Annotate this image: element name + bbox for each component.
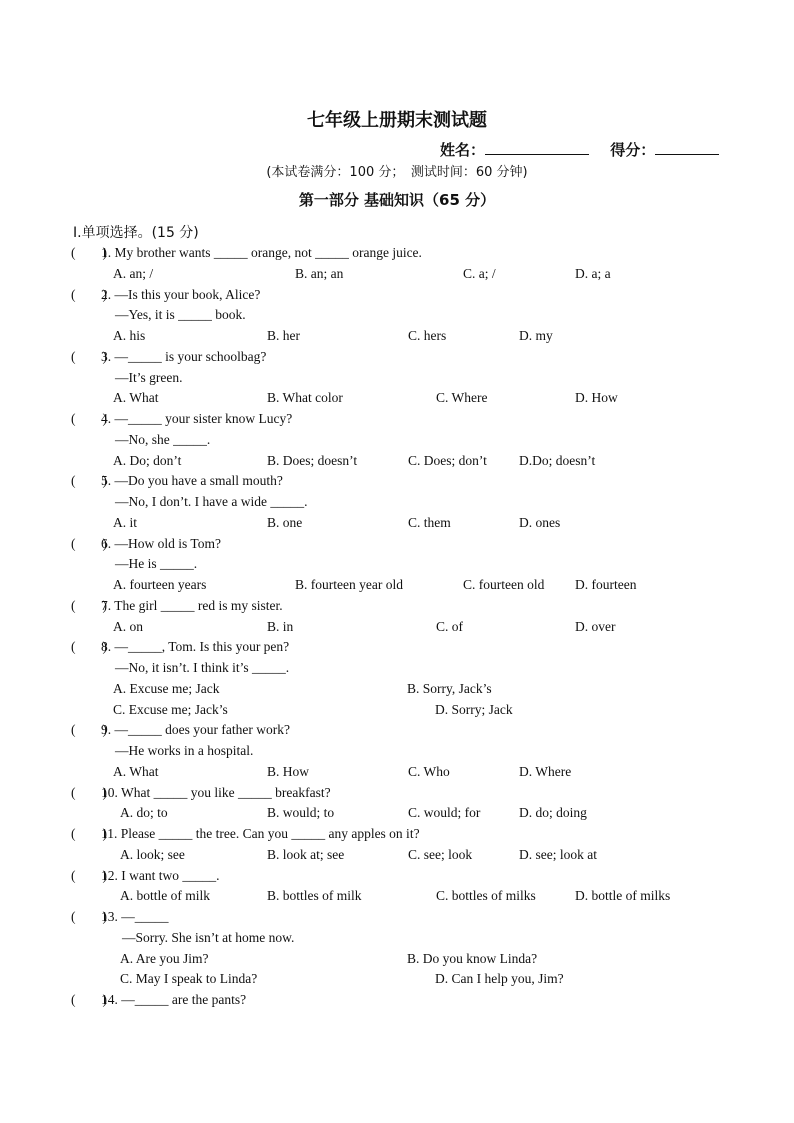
question-row bbox=[0, 720, 794, 741]
question-text: 6. —How old is Tom? bbox=[101, 535, 221, 551]
options-row bbox=[0, 264, 794, 285]
option-choice[interactable]: C. fourteen old bbox=[463, 577, 545, 592]
answer-paren[interactable]: ( ) bbox=[71, 411, 107, 426]
response-line bbox=[0, 492, 794, 513]
options-row bbox=[0, 845, 794, 866]
option-choice[interactable]: C. of bbox=[436, 618, 463, 634]
option-choice[interactable]: B. What color bbox=[267, 390, 343, 406]
response-line bbox=[0, 305, 794, 326]
response-line bbox=[0, 741, 794, 762]
question-text: 14. —_____ are the pants? bbox=[101, 992, 247, 1007]
question-text: 12. I want two _____. bbox=[101, 867, 220, 883]
response-text: —No, I don’t. I have a wide _____. bbox=[115, 494, 308, 509]
option-choice[interactable]: D. Can I help you, Jim? bbox=[435, 971, 564, 987]
option-choice[interactable]: A. bottle of milk bbox=[120, 888, 210, 904]
option-choice[interactable]: D. fourteen bbox=[575, 577, 637, 592]
answer-paren[interactable]: ( ) bbox=[71, 722, 107, 738]
option-choice[interactable]: A. look; see bbox=[120, 846, 185, 862]
name-label: 姓名： bbox=[440, 141, 486, 159]
option-choice[interactable]: B. Do you know Linda? bbox=[407, 950, 538, 966]
question-text: 7. The girl _____ red is my sister. bbox=[101, 597, 283, 613]
response-line bbox=[0, 368, 794, 389]
option-choice[interactable]: B. How bbox=[267, 763, 310, 779]
answer-paren[interactable]: ( ) bbox=[71, 245, 107, 260]
section-title: Ⅰ.单项选择。(15 分) bbox=[73, 225, 199, 241]
option-choice[interactable]: A. on bbox=[113, 618, 143, 634]
question-row bbox=[0, 471, 794, 492]
option-choice[interactable]: D. How bbox=[575, 390, 618, 406]
answer-paren[interactable]: ( ) bbox=[71, 286, 107, 302]
option-choice[interactable]: B. an; an bbox=[295, 265, 344, 281]
option-choice[interactable]: C. would; for bbox=[408, 805, 481, 821]
question-row bbox=[0, 907, 794, 928]
option-choice[interactable]: A. it bbox=[113, 514, 138, 530]
question-text: 13. —_____ bbox=[101, 909, 169, 924]
option-choice[interactable]: A. his bbox=[113, 328, 146, 343]
option-choice[interactable]: A. Excuse me; Jack bbox=[113, 680, 220, 696]
exam-note: (本试卷满分：100 分； 测试时间：60 分钟) bbox=[266, 165, 528, 180]
question-text: 9. —_____ does your father work? bbox=[101, 722, 290, 738]
option-choice[interactable]: C. bottles of milks bbox=[436, 888, 536, 904]
option-choice[interactable]: A. Do; don’t bbox=[113, 452, 182, 468]
options-row bbox=[0, 886, 794, 907]
question-row bbox=[0, 990, 794, 1011]
question-text: 5. —Do you have a small mouth? bbox=[101, 473, 283, 489]
option-choice[interactable]: C. Does; don’t bbox=[408, 452, 487, 468]
option-choice[interactable]: C. a; / bbox=[463, 265, 496, 281]
answer-paren[interactable]: ( ) bbox=[71, 348, 107, 364]
response-line bbox=[0, 928, 794, 949]
question-row bbox=[0, 347, 794, 368]
question-text: 10. What _____ you like _____ breakfast? bbox=[101, 784, 331, 800]
part-title: 第一部分 基础知识（65 分） bbox=[298, 191, 496, 209]
response-text: —Sorry. She isn’t at home now. bbox=[122, 929, 295, 945]
response-text: —Yes, it is _____ book. bbox=[115, 307, 246, 323]
options-row bbox=[0, 679, 794, 700]
option-choice[interactable]: C. hers bbox=[408, 328, 447, 343]
option-choice[interactable]: A. fourteen years bbox=[113, 577, 207, 592]
option-choice[interactable]: C. see; look bbox=[408, 846, 473, 862]
question-row bbox=[0, 409, 794, 430]
question-row bbox=[0, 285, 794, 306]
question-row bbox=[0, 824, 794, 845]
response-text: —He works in a hospital. bbox=[115, 743, 254, 758]
options-row bbox=[0, 700, 794, 721]
answer-paren[interactable]: ( ) bbox=[71, 784, 107, 800]
option-choice[interactable]: D. my bbox=[519, 328, 553, 343]
options-row bbox=[0, 513, 794, 534]
answer-paren[interactable]: ( ) bbox=[71, 597, 107, 613]
name-blank[interactable] bbox=[485, 140, 589, 155]
option-choice[interactable]: C. Who bbox=[408, 763, 450, 779]
option-choice[interactable]: B. would; to bbox=[267, 805, 335, 821]
options-row bbox=[0, 451, 794, 472]
option-choice[interactable]: D. ones bbox=[519, 514, 561, 530]
options-row bbox=[0, 617, 794, 638]
question-text: 2. —Is this your book, Alice? bbox=[101, 286, 261, 302]
options-row bbox=[0, 949, 794, 970]
question-text: 3. —_____ is your schoolbag? bbox=[101, 348, 267, 364]
response-line bbox=[0, 430, 794, 451]
option-choice[interactable]: A. Are you Jim? bbox=[120, 950, 209, 966]
question-row bbox=[0, 783, 794, 804]
option-choice[interactable]: B. one bbox=[267, 514, 303, 530]
option-choice[interactable]: C. them bbox=[408, 514, 451, 530]
answer-paren[interactable]: ( ) bbox=[71, 826, 107, 841]
option-choice[interactable]: A. What bbox=[113, 390, 159, 406]
score-blank[interactable] bbox=[655, 140, 719, 155]
options-row bbox=[0, 803, 794, 824]
question-list bbox=[0, 243, 794, 1011]
option-choice[interactable]: B. look at; see bbox=[267, 846, 345, 862]
answer-paren[interactable]: ( ) bbox=[71, 909, 107, 924]
question-row bbox=[0, 866, 794, 887]
option-choice[interactable]: D. a; a bbox=[575, 265, 611, 281]
answer-paren[interactable]: ( ) bbox=[71, 473, 107, 489]
response-text: —He is _____. bbox=[115, 556, 198, 572]
option-choice[interactable]: D. Where bbox=[519, 763, 572, 779]
question-row bbox=[0, 243, 794, 264]
option-choice[interactable]: B. bottles of milk bbox=[267, 888, 362, 904]
score-label: 得分： bbox=[610, 141, 656, 159]
options-row bbox=[0, 575, 794, 596]
option-choice[interactable]: B. Does; doesn’t bbox=[267, 452, 358, 468]
student-info-line bbox=[440, 139, 719, 160]
question-row bbox=[0, 637, 794, 658]
option-choice[interactable]: D.Do; doesn’t bbox=[519, 452, 596, 468]
response-line bbox=[0, 658, 794, 679]
question-text: 11. Please _____ the tree. Can you _____ any apples on it? bbox=[101, 826, 420, 841]
response-text: —It’s green. bbox=[115, 369, 183, 385]
response-text: —No, she _____. bbox=[115, 431, 211, 447]
options-row bbox=[0, 326, 794, 347]
option-choice[interactable]: C. Where bbox=[436, 390, 488, 406]
answer-paren[interactable]: ( ) bbox=[71, 535, 107, 551]
option-choice[interactable]: D. do; doing bbox=[519, 805, 587, 821]
option-choice[interactable]: C. Excuse me; Jack’s bbox=[113, 701, 228, 717]
answer-paren[interactable]: ( ) bbox=[71, 992, 107, 1007]
answer-paren[interactable]: ( ) bbox=[71, 639, 107, 655]
question-row bbox=[0, 596, 794, 617]
option-choice[interactable]: A. an; / bbox=[113, 265, 154, 281]
option-choice[interactable]: A. do; to bbox=[120, 805, 168, 821]
question-text: 8. —_____, Tom. Is this your pen? bbox=[101, 639, 290, 655]
option-choice[interactable]: B. fourteen year old bbox=[295, 577, 403, 592]
answer-paren[interactable]: ( ) bbox=[71, 867, 107, 883]
option-choice[interactable]: D. Sorry; Jack bbox=[435, 701, 513, 717]
options-row bbox=[0, 762, 794, 783]
option-choice[interactable]: B. in bbox=[267, 618, 294, 634]
option-choice[interactable]: B. her bbox=[267, 328, 300, 343]
option-choice[interactable]: B. Sorry, Jack’s bbox=[407, 680, 492, 696]
options-row bbox=[0, 969, 794, 990]
exam-title: 七年级上册期末测试题 bbox=[307, 110, 487, 131]
option-choice[interactable]: D. see; look at bbox=[519, 846, 597, 862]
question-row bbox=[0, 534, 794, 555]
option-choice[interactable]: A. What bbox=[113, 763, 159, 779]
option-choice[interactable]: D. bottle of milks bbox=[575, 888, 671, 904]
response-text: —No, it isn’t. I think it’s _____. bbox=[115, 660, 290, 675]
option-choice[interactable]: D. over bbox=[575, 618, 616, 634]
question-text: 1. My brother wants _____ orange, not _____ orange juice. bbox=[101, 245, 422, 260]
response-line bbox=[0, 554, 794, 575]
question-text: 4. —_____ your sister know Lucy? bbox=[101, 411, 293, 426]
option-choice[interactable]: C. May I speak to Linda? bbox=[120, 971, 258, 987]
options-row bbox=[0, 388, 794, 409]
